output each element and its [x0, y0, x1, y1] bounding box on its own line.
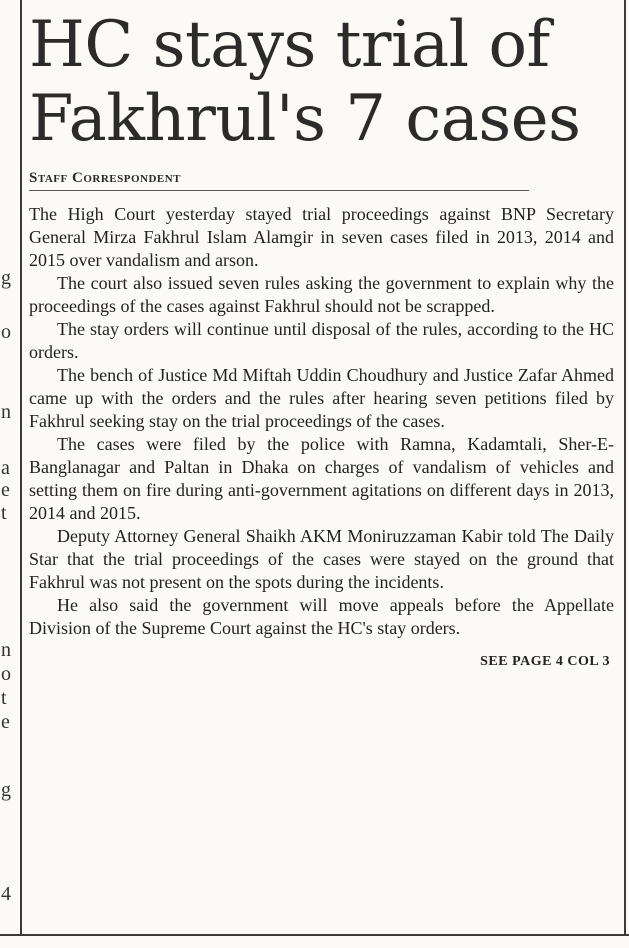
- article-paragraph: He also said the government will move appeals before the Appellate Division of the Supreme Court against the HC's stay orders.: [29, 595, 614, 638]
- article-paragraph: The court also issued seven rules asking the government to explain why the proceedings of the cases against Fakhrul should not be scrapped.: [29, 273, 614, 316]
- column-divider-right: [624, 0, 626, 935]
- column-fragment: 4: [1, 883, 11, 905]
- column-fragment: n: [1, 401, 11, 423]
- column-fragment: t: [1, 502, 7, 524]
- column-fragment: e: [1, 711, 10, 733]
- adjacent-column-fragments: [0, 0, 16, 948]
- article-paragraph: The High Court yesterday stayed trial proceedings against BNP Secretary General Mirza Fakhrul Islam Alamgir in seven cases filed in 2013, 2014 and 2015 over vandalism and arson.: [29, 204, 614, 270]
- article-paragraph: The stay orders will continue until disposal of the rules, according to the HC orders.: [29, 319, 614, 362]
- column-fragment: n: [1, 639, 11, 661]
- column-fragment: g: [1, 779, 11, 801]
- continuation-jump-line: SEE PAGE 4 COL 3: [480, 654, 610, 669]
- article-paragraph: The bench of Justice Md Miftah Uddin Choudhury and Justice Zafar Ahmed came up with the orders and the rules after hearing seven petitions filed by Fakhrul seeking stay on the trial proceedings of the cases.: [29, 365, 614, 431]
- page-bottom-rule: [0, 934, 629, 936]
- news-article: [29, 8, 614, 670]
- column-fragment: o: [1, 663, 11, 685]
- column-fragment: a: [1, 457, 10, 479]
- column-divider-left: [20, 0, 22, 935]
- article-body: [29, 203, 614, 640]
- column-fragment: g: [1, 267, 11, 289]
- byline: Staff Correspondent: [29, 170, 529, 191]
- article-paragraph: The cases were filed by the police with Ramna, Kadamtali, Sher-E-Banglanagar and Paltan in Dhaka on charges of vandalism of vehicles and setting them on fire during anti-government agitations on different days in 2013, 2014 and 2015.: [29, 434, 614, 523]
- article-paragraph: Deputy Attorney General Shaikh AKM Moniruzzaman Kabir told The Daily Star that the trial proceedings of the cases were stayed on the ground that Fakhrul was not present on the spots during the incidents.: [29, 526, 614, 592]
- column-fragment: t: [1, 687, 7, 709]
- column-fragment: e: [1, 479, 10, 501]
- column-fragment: o: [1, 321, 11, 343]
- headline: HC stays trial of Fakhrul's 7 cases: [29, 8, 581, 156]
